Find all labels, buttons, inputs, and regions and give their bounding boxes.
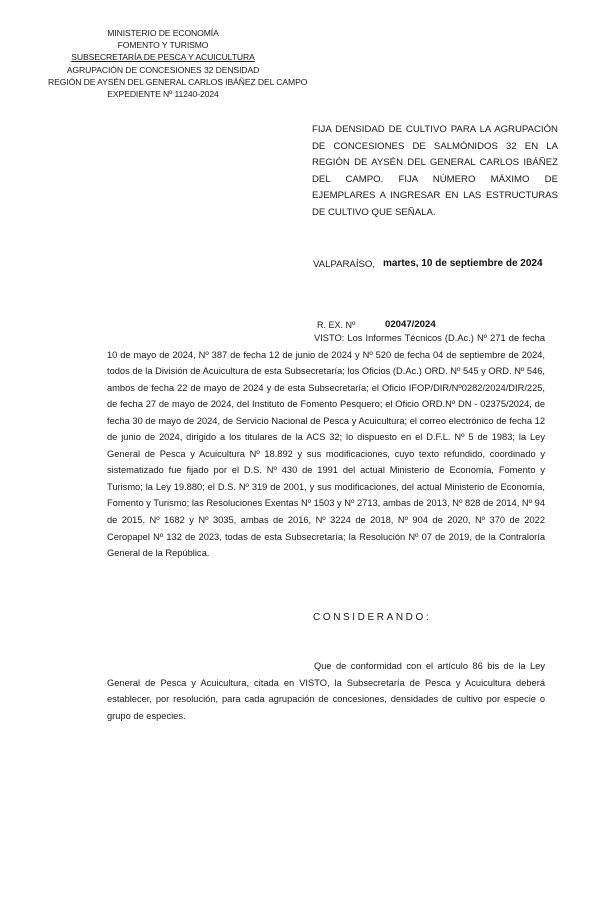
resolution-summary: FIJA DENSIDAD DE CULTIVO PARA LA AGRUPACIÓN DE CONCESIONES DE SALMÓNIDOS 32 EN LA REGIÓN DE AYSÉN DEL GENERAL CARLOS IBÁÑEZ DEL CAMPO. FIJA NÚMERO MÁXIMO DE EJEMPLARES A INGRESAR EN LAS ESTRUCTURAS DE CULTIVO QUE SEÑALA. [312, 124, 558, 218]
resolution-number-row [317, 320, 517, 330]
issuer-header [48, 27, 308, 100]
header-ministry-area: FOMENTO Y TURISMO [117, 40, 209, 51]
resolution-number: 02047/2024 [385, 319, 436, 330]
header-ministry: MINISTERIO DE ECONOMÍA [107, 28, 219, 38]
header-subsecretariat: SUBSECRETARÍA DE PESCA Y ACUICULTURA [71, 52, 255, 63]
header-expediente: EXPEDIENTE Nº 11240-2024 [107, 89, 219, 100]
visto-text: VISTO: Los Informes Técnicos (D.Ac.) Nº 271 de fecha 10 de mayo de 2024, Nº 387 de fecha 12 de junio de 2024 y Nº 520 de fecha 04 de septiembre de 2024, todos de la División de Acuicultura de esta Subsecretaría; los Oficios (D.Ac.) ORD. Nº 545 y ORD. Nº 546, ambos de fecha 22 de mayo de 2024 y de esta Subsecretaría; el Oficio IFOP/DIR/Nº0282/2024/DIR/225, de fecha 27 de mayo de 2024, del Instituto de Fomento Pesquero; el Oficio ORD.Nº DN - 02375/2024, de fecha 30 de mayo de 2024, de Servicio Nacional de Pesca y Acuicultura; el correo electrónico de fecha 12 de junio de 2024, dirigido a los titulares de la ACS 32; lo dispuesto en el D.F.L. Nº 5 de 1983; la Ley General de Pesca y Acuicultura Nº 18.892 y sus modificaciones, cuyo texto refundido, coordinado y sistematizado fue fijado por el D.S. Nº 430 de 1991 del actual Ministerio de Economía, Fomento y Turismo; la Ley 19.880; el D.S. Nº 319 de 2001, y sus modificaciones, del actual Ministerio de Economía, Fomento y Turismo; las Resoluciones Exentas Nº 1503 y Nº 2713, ambas de 2013, Nº 828 de 2014, Nº 94 de 2015, Nº 1682 y Nº 3035, ambas de 2016, Nº 3224 de 2018, Nº 904 de 2020, Nº 370 de 2022 Ceropapel Nº 132 de 2023, todas de esta Subsecretaría; la Resolución Nº 07 de 2019, de la Contraloría General de la República. [107, 333, 545, 559]
considerando-heading: CONSIDERANDO: [313, 612, 432, 623]
resolution-number-label: R. EX. Nº [317, 320, 356, 330]
visto-paragraph [107, 330, 545, 562]
header-region: REGIÓN DE AYSÉN DEL GENERAL CARLOS IBÁÑEZ DEL CAMPO [48, 76, 308, 87]
place-and-date [313, 259, 563, 270]
considerando-text: Que de conformidad con el artículo 86 bis de la Ley General de Pesca y Acuicultura, citada en VISTO, la Subsecretaría de Pesca y Acuicultura deberá establecer, por resolución, para cada agrupación de concesiones, densidades de cultivo por especie o grupo de especies. [107, 661, 545, 721]
city: VALPARAÍSO, [313, 259, 376, 270]
resolution-date: martes, 10 de septiembre de 2024 [383, 258, 543, 269]
considerando-paragraph [107, 658, 545, 724]
header-agrupacion: AGRUPACIÓN DE CONCESIONES 32 DENSIDAD [66, 64, 260, 75]
